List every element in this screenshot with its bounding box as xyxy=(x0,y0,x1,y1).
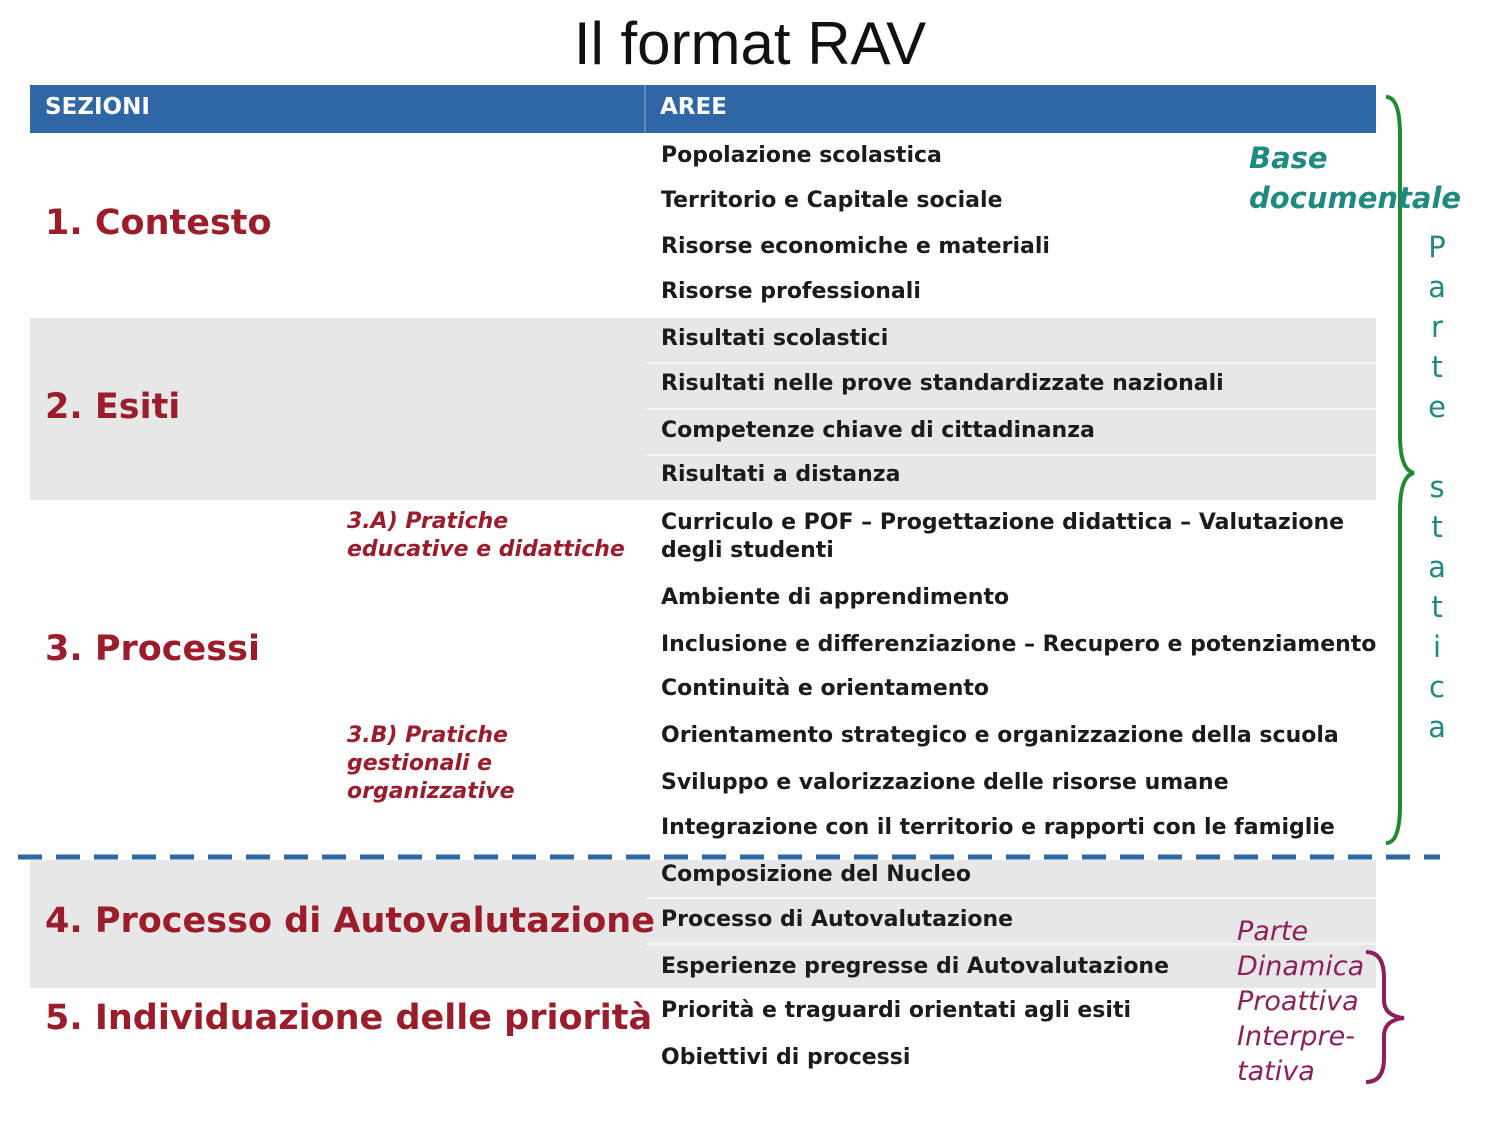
area-item: Continuità e orientamento xyxy=(661,676,990,701)
row-separator xyxy=(646,454,1376,456)
subsection-pratiche-educative: 3.A) Pratiche educative e didattiche xyxy=(347,509,625,562)
header-sezioni: SEZIONI xyxy=(45,94,150,120)
base-documentale-label: Base documentale xyxy=(1249,141,1462,215)
area-item: Risorse economiche e materiali xyxy=(661,234,1050,259)
parte-statica-letter: t xyxy=(1431,590,1443,624)
area-item: Curriculo e POF – Progettazione didattica – Valutazione degli studenti xyxy=(661,510,1345,563)
row-separator xyxy=(646,897,1376,899)
row-separator xyxy=(646,408,1376,410)
parte-statica-letter: r xyxy=(1431,310,1443,344)
area-item: Obiettivi di processi xyxy=(661,1045,911,1070)
slide-title: Il format RAV xyxy=(573,10,927,77)
area-item: Popolazione scolastica xyxy=(661,143,942,168)
parte-statica-letter: t xyxy=(1431,510,1443,544)
parte-statica-letter: t xyxy=(1431,350,1443,384)
area-item: Orientamento strategico e organizzazione della scuola xyxy=(661,723,1339,748)
parte-statica-letter: a xyxy=(1428,270,1446,304)
section-contesto: 1. Contesto xyxy=(45,203,272,243)
section-processo-autovalutazione: 4. Processo di Autovalutazione xyxy=(45,901,655,941)
area-item: Inclusione e differenziazione – Recupero e potenziamento xyxy=(661,632,1377,657)
subsection-pratiche-gestionali: 3.B) Pratiche gestionali e organizzative xyxy=(347,723,515,804)
area-item: Sviluppo e valorizzazione delle risorse umane xyxy=(661,770,1229,795)
area-item: Ambiente di apprendimento xyxy=(661,585,1010,610)
parte-statica-letter: s xyxy=(1429,470,1445,504)
header-divider xyxy=(644,85,646,133)
section-processi: 3. Processi xyxy=(45,629,260,669)
area-item: Esperienze pregresse di Autovalutazione xyxy=(661,954,1170,979)
parte-statica-letter: i xyxy=(1432,630,1442,664)
area-item: Risultati scolastici xyxy=(661,326,889,351)
section-esiti: 2. Esiti xyxy=(45,387,181,427)
parte-statica-letter: c xyxy=(1429,670,1445,704)
table-header xyxy=(30,85,1376,133)
area-item: Competenze chiave di cittadinanza xyxy=(661,418,1095,443)
header-aree: AREE xyxy=(660,94,727,120)
area-item: Risorse professionali xyxy=(661,279,921,304)
area-item: Composizione del Nucleo xyxy=(661,862,971,887)
parte-statica-letter: a xyxy=(1428,550,1446,584)
row-separator xyxy=(646,362,1376,364)
parte-statica-letter: P xyxy=(1428,230,1446,264)
section-individuazione-priorita: 5. Individuazione delle priorità xyxy=(45,998,653,1038)
area-item: Risultati a distanza xyxy=(661,462,901,487)
area-item: Integrazione con il territorio e rapporti con le famiglie xyxy=(661,815,1335,840)
area-item: Territorio e Capitale sociale xyxy=(661,188,1003,213)
area-item: Risultati nelle prove standardizzate nazionali xyxy=(661,371,1224,396)
area-item: Priorità e traguardi orientati agli esiti xyxy=(661,998,1132,1023)
parte-dinamica-label: Parte Dinamica Proattiva Interpre-tativa xyxy=(1237,916,1365,1087)
parte-statica-letter: e xyxy=(1428,390,1446,424)
parte-statica-letter: a xyxy=(1428,710,1446,744)
static-dynamic-divider xyxy=(0,850,1500,864)
area-item: Processo di Autovalutazione xyxy=(661,907,1014,932)
